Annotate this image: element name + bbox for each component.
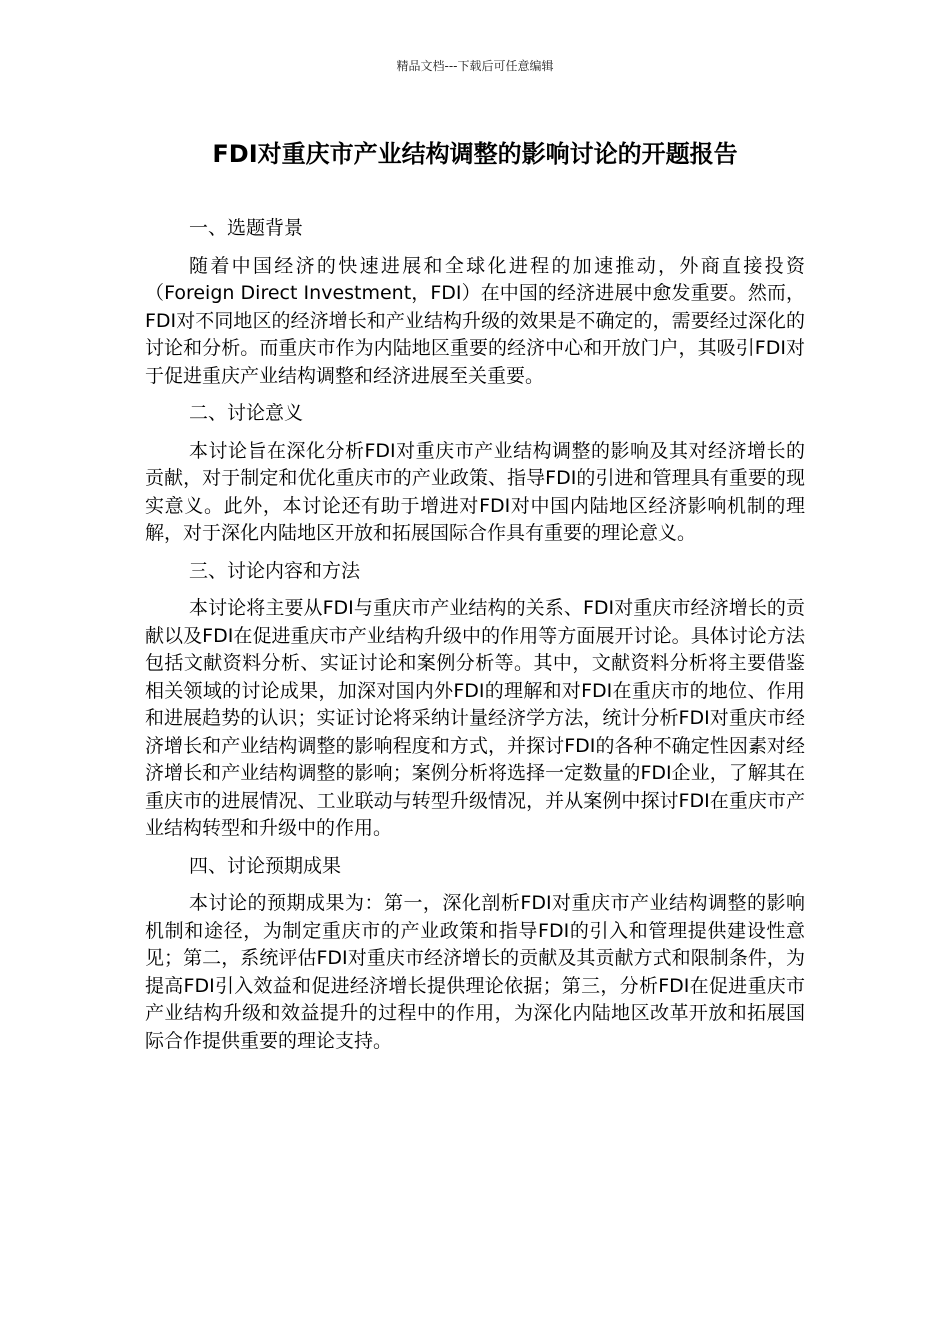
page-header: 精品文档---下载后可任意编辑 xyxy=(396,59,554,73)
section-heading: 二、讨论意义 xyxy=(189,402,304,424)
section-expected-results xyxy=(145,853,805,1056)
section-paragraph: 随着中国经济的快速进展和全球化进程的加速推动，外商直接投资（Foreign Direct Investment，FDI）在中国的经济进展中愈发重要。然而，FDI对不同地区的经济增长和产业结构升级的效果是不确定的，需要经过深化的讨论和分析。而重庆市作为内陆地区重要的经济中心和开放门户，其吸引FDI对于促进重庆产业结构调整和经济进展至关重要。 xyxy=(145,254,805,387)
document-title: FDI对重庆市产业结构调整的影响讨论的开题报告 xyxy=(212,140,738,168)
section-background xyxy=(145,215,805,390)
document-body xyxy=(145,215,805,1065)
section-heading: 一、选题背景 xyxy=(189,217,304,239)
section-significance xyxy=(145,400,805,548)
section-heading: 四、讨论预期成果 xyxy=(189,854,342,877)
section-paragraph: 本讨论旨在深化分析FDI对重庆市产业结构调整的影响及其对经济增长的贡献，对于制定和优化重庆市的产业政策、指导FDI的引进和管理具有重要的现实意义。此外，本讨论还有助于增进对FDI对中国内陆地区经济影响机制的理解，对于深化内陆地区开放和拓展国际合作具有重要的理论意义。 xyxy=(145,439,805,544)
section-content-and-methods xyxy=(145,558,805,843)
section-paragraph: 本讨论的预期成果为：第一，深化剖析FDI对重庆市产业结构调整的影响机制和途径，为制定重庆市的产业政策和指导FDI的引入和管理提供建设性意见；第二，系统评估FDI对重庆市经济增长的贡献及其贡献方式和限制条件，为提高FDI引入效益和促进经济增长提供理论依据；第三，分析FDI在促进重庆市产业结构升级和效益提升的过程中的作用，为深化内陆地区改革开放和拓展国际合作提供重要的理论支持。 xyxy=(145,892,805,1052)
section-paragraph: 本讨论将主要从FDI与重庆市产业结构的关系、FDI对重庆市经济增长的贡献以及FDI在促进重庆市产业结构升级中的作用等方面展开讨论。具体讨论方法包括文献资料分析、实证讨论和案例分析等。其中，文献资料分析将主要借鉴相关领域的讨论成果，加深对国内外FDI的理解和对FDI在重庆市的地位、作用和进展趋势的认识；实证讨论将采纳计量经济学方法，统计分析FDI对重庆市经济增长和产业结构调整的影响程度和方式，并探讨FDI的各种不确定性因素对经济增长和产业结构调整的影响；案例分析将选择一定数量的FDI企业，了解其在重庆市的进展情况、工业联动与转型升级情况，并从案例中探讨FDI在重庆市产业结构转型和升级中的作用。 xyxy=(145,597,805,839)
section-heading: 三、讨论内容和方法 xyxy=(189,559,361,582)
